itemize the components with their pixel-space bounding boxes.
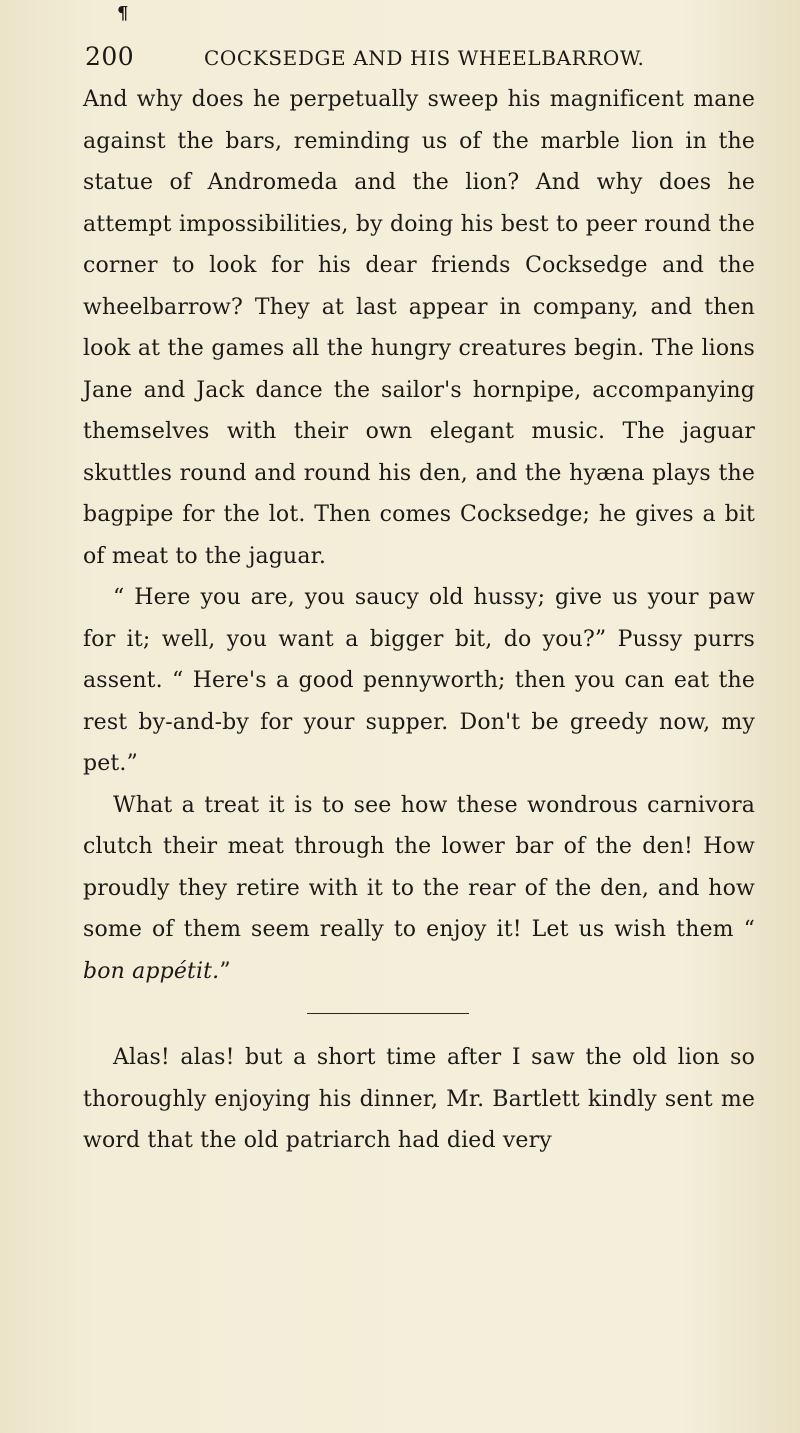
running-head: COCKSEDGE AND HIS WHEELBARROW. — [204, 46, 645, 70]
printer-mark: ¶ — [117, 3, 129, 24]
body-text — [83, 79, 755, 1162]
paragraph-3-end: ” — [219, 958, 231, 984]
page-number: 200 — [85, 42, 135, 71]
paragraph-3-italic: bon appétit. — [83, 958, 220, 984]
paragraph-3-text: What a treat it is to see how these wondrous carnivora clutch their meat through the lower bar of the den! How proudly they retire with it to the rear of the den, and how some of them seem really to enjoy it! Let us wish them “ — [83, 792, 755, 942]
paragraph-3 — [83, 785, 755, 993]
paragraph-1: And why does he perpetually sweep his magnificent mane against the bars, reminding us of the marble lion in the statue of Andromeda and the lion? And why does he attempt impossibilities, by doing his best to peer round the corner to look for his dear friends Cocksedge and the wheelbarrow? They at last appear in company, and then look at the games all the hungry creatures begin. The lions Jane and Jack dance the sailor's hornpipe, accompanying themselves with their own elegant music. The jaguar skuttles round and round his den, and the hyæna plays the bagpipe for the lot. Then comes Cocksedge; he gives a bit of meat to the jaguar. — [83, 87, 755, 569]
section-divider — [307, 1013, 469, 1014]
paragraph-2: “ Here you are, you saucy old hussy; give us your paw for it; well, you want a bigger bit, do you?” Pussy purrs assent. “ Here's a good pennyworth; then you can eat the rest by-and-by for your supper. Don't be greedy now, my pet.” — [83, 585, 755, 776]
page-header — [85, 42, 735, 82]
paragraph-4: Alas! alas! but a short time after I saw the old lion so thoroughly enjoying his dinner, Mr. Bartlett kindly sent me word that the old patriarch had died very — [83, 1045, 755, 1153]
